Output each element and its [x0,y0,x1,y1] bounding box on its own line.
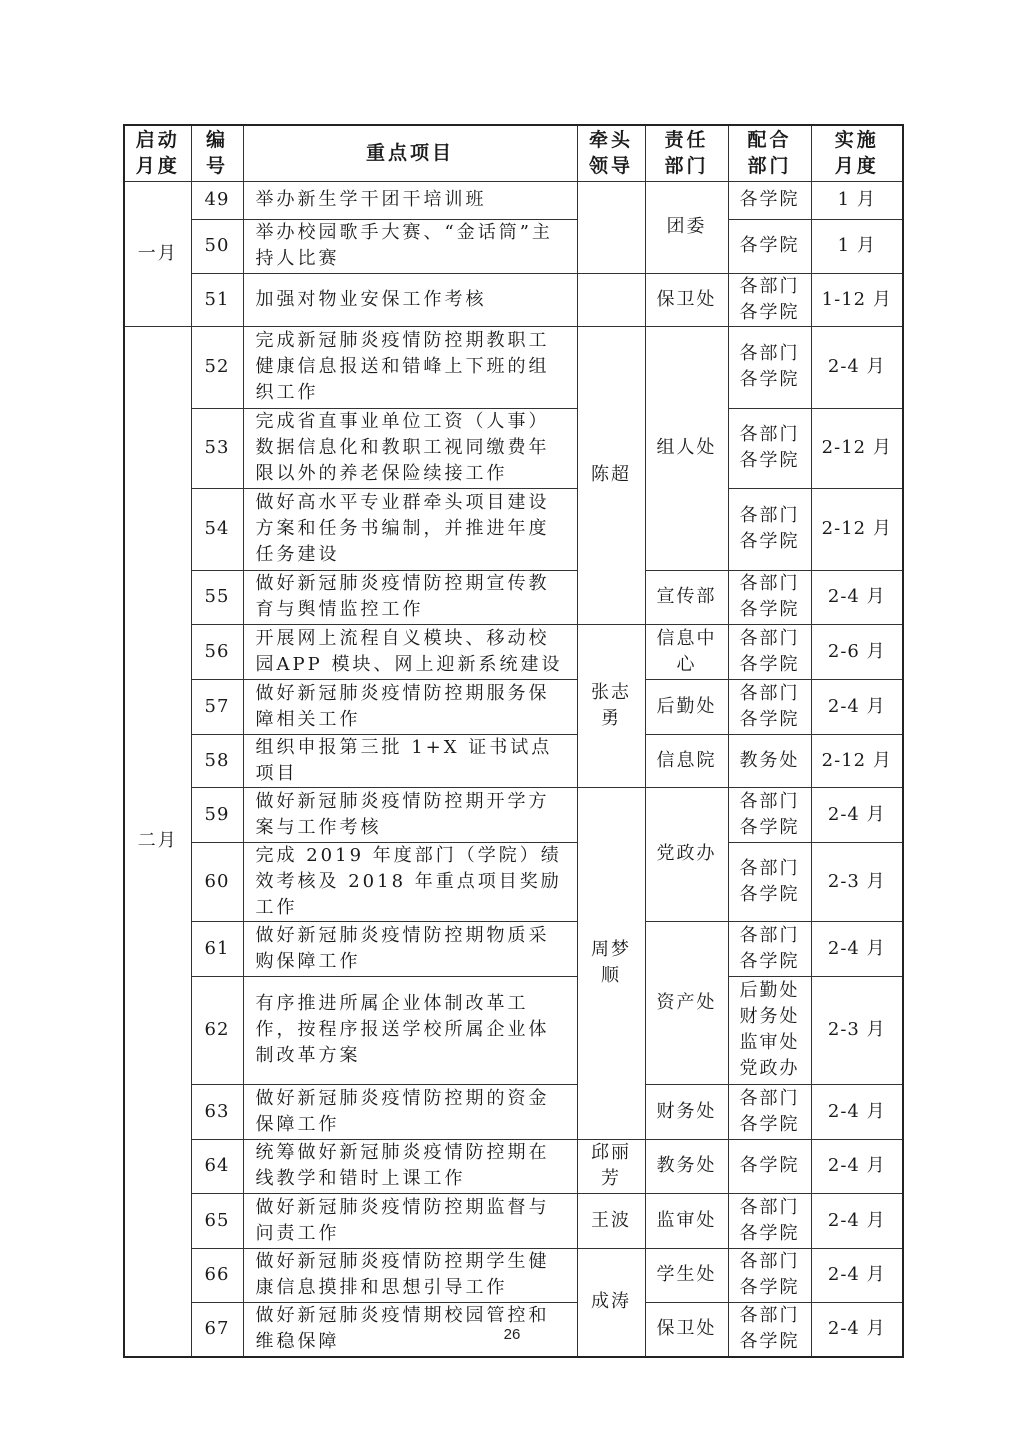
row-period: 2-4 月 [811,1139,903,1193]
row-dept: 后勤处 [645,679,728,734]
row-coop: 各部门 各学院 [728,326,811,408]
row-project: 完成 2019 年度部门（学院）绩效考核及 2018 年重点项目奖励工作 [243,842,577,921]
row-period: 2-4 月 [811,570,903,624]
row-number: 54 [191,488,243,570]
row-dept: 监审处 [645,1193,728,1248]
row-project: 做好新冠肺炎疫情防控期服务保障相关工作 [243,679,577,734]
leader-cell-empty [577,181,645,273]
row-period: 1 月 [811,219,903,273]
header-number: 编 号 [191,125,243,181]
leader-cell-qiu: 邱丽 芳 [577,1139,645,1193]
row-coop: 各学院 [728,219,811,273]
row-coop: 各部门 各学院 [728,408,811,488]
row-dept: 保卫处 [645,1302,728,1357]
row-dept: 宣传部 [645,570,728,624]
row-project: 举办新生学干团干培训班 [243,181,577,219]
row-coop: 各部门 各学院 [728,1302,811,1357]
header-leader: 牵头 领导 [577,125,645,181]
table-row [124,679,903,734]
row-coop: 各部门 各学院 [728,921,811,976]
row-period: 2-4 月 [811,679,903,734]
row-coop: 各部门 各学院 [728,787,811,842]
row-dept: 教务处 [645,1139,728,1193]
leader-cell-cheng: 成涛 [577,1248,645,1357]
table-row [124,976,903,1084]
table-row [124,408,903,488]
row-number: 55 [191,570,243,624]
table-row [124,570,903,624]
table-row [124,219,903,273]
row-number: 57 [191,679,243,734]
row-period: 1-12 月 [811,273,903,326]
row-period: 2-3 月 [811,842,903,921]
row-project: 做好新冠肺炎疫情防控期学生健康信息摸排和思想引导工作 [243,1248,577,1302]
row-coop: 教务处 [728,734,811,787]
row-number: 58 [191,734,243,787]
row-dept: 学生处 [645,1248,728,1302]
row-dept: 团委 [645,181,728,273]
row-dept: 组人处 [645,326,728,570]
leader-cell-wang: 王波 [577,1193,645,1248]
row-coop: 各学院 [728,1139,811,1193]
row-project: 做好新冠肺炎疫情防控期开学方案与工作考核 [243,787,577,842]
table-row [124,326,903,408]
row-project: 完成新冠肺炎疫情防控期教职工健康信息报送和错峰上下班的组织工作 [243,326,577,408]
row-coop: 各部门 各学院 [728,679,811,734]
row-coop: 各部门 各学院 [728,273,811,326]
header-month: 启动 月度 [124,125,191,181]
table-row [124,1248,903,1302]
row-coop: 各部门 各学院 [728,624,811,679]
month-cell-feb: 二月 [124,326,191,1357]
row-period: 2-6 月 [811,624,903,679]
row-project: 做好新冠肺炎疫情防控期宣传教育与舆情监控工作 [243,570,577,624]
row-dept: 信息院 [645,734,728,787]
header-row [124,125,903,181]
header-project: 重点项目 [243,125,577,181]
row-dept: 信息中 心 [645,624,728,679]
row-number: 67 [191,1302,243,1357]
header-period: 实施 月度 [811,125,903,181]
row-number: 62 [191,976,243,1084]
row-project: 统筹做好新冠肺炎疫情防控期在线教学和错时上课工作 [243,1139,577,1193]
row-dept: 党政办 [645,787,728,921]
row-number: 64 [191,1139,243,1193]
row-coop: 各部门 各学院 [728,1193,811,1248]
row-coop: 各部门 各学院 [728,1248,811,1302]
table-row [124,787,903,842]
row-coop: 各部门 各学院 [728,570,811,624]
row-period: 2-12 月 [811,408,903,488]
row-number: 66 [191,1248,243,1302]
row-project: 举办校园歌手大赛、“金话筒”主持人比赛 [243,219,577,273]
row-period: 1 月 [811,181,903,219]
table-row [124,734,903,787]
row-number: 61 [191,921,243,976]
table-row [124,1084,903,1139]
row-number: 51 [191,273,243,326]
row-number: 56 [191,624,243,679]
row-period: 2-3 月 [811,976,903,1084]
table-row [124,273,903,326]
row-number: 49 [191,181,243,219]
table-row [124,842,903,921]
row-coop: 各学院 [728,181,811,219]
row-coop: 各部门 各学院 [728,488,811,570]
row-period: 2-4 月 [811,1193,903,1248]
row-number: 59 [191,787,243,842]
table-row [124,1139,903,1193]
table-row [124,624,903,679]
row-number: 60 [191,842,243,921]
table-row [124,921,903,976]
table-row [124,488,903,570]
row-period: 2-4 月 [811,1084,903,1139]
row-project: 做好新冠肺炎疫情防控期监督与问责工作 [243,1193,577,1248]
table-row [124,181,903,219]
row-period: 2-4 月 [811,921,903,976]
row-period: 2-4 月 [811,787,903,842]
header-dept: 责任 部门 [645,125,728,181]
row-project: 做好新冠肺炎疫情期校园管控和维稳保障 [243,1302,577,1357]
row-project: 完成省直事业单位工资（人事）数据信息化和教职工视同缴费年限以外的养老保险续接工作 [243,408,577,488]
month-cell-jan: 一月 [124,181,191,326]
row-period: 2-4 月 [811,1302,903,1357]
row-project: 有序推进所属企业体制改革工作，按程序报送学校所属企业体制改革方案 [243,976,577,1084]
row-coop: 各部门 各学院 [728,842,811,921]
leader-cell-zhang: 张志 勇 [577,624,645,787]
key-projects-table [123,124,904,1358]
row-number: 63 [191,1084,243,1139]
row-dept: 保卫处 [645,273,728,326]
row-period: 2-4 月 [811,1248,903,1302]
row-coop: 后勤处 财务处 监审处 党政办 [728,976,811,1084]
row-number: 52 [191,326,243,408]
row-number: 65 [191,1193,243,1248]
row-project: 做好高水平专业群牵头项目建设方案和任务书编制，并推进年度任务建设 [243,488,577,570]
row-dept: 资产处 [645,921,728,1084]
row-dept: 财务处 [645,1084,728,1139]
row-project: 组织申报第三批 1+X 证书试点项目 [243,734,577,787]
leader-cell-zhou: 周梦 顺 [577,787,645,1139]
row-number: 53 [191,408,243,488]
leader-cell-chen: 陈超 [577,326,645,624]
row-project: 加强对物业安保工作考核 [243,273,577,326]
row-period: 2-4 月 [811,326,903,408]
leader-cell-empty [577,273,645,326]
row-project: 做好新冠肺炎疫情防控期物质采购保障工作 [243,921,577,976]
row-period: 2-12 月 [811,488,903,570]
row-project: 做好新冠肺炎疫情防控期的资金保障工作 [243,1084,577,1139]
table-row [124,1193,903,1248]
header-coop: 配合 部门 [728,125,811,181]
row-number: 50 [191,219,243,273]
page-number: 26 [503,1326,521,1343]
row-project: 开展网上流程自义模块、移动校园APP 模块、网上迎新系统建设 [243,624,577,679]
row-coop: 各部门 各学院 [728,1084,811,1139]
row-period: 2-12 月 [811,734,903,787]
